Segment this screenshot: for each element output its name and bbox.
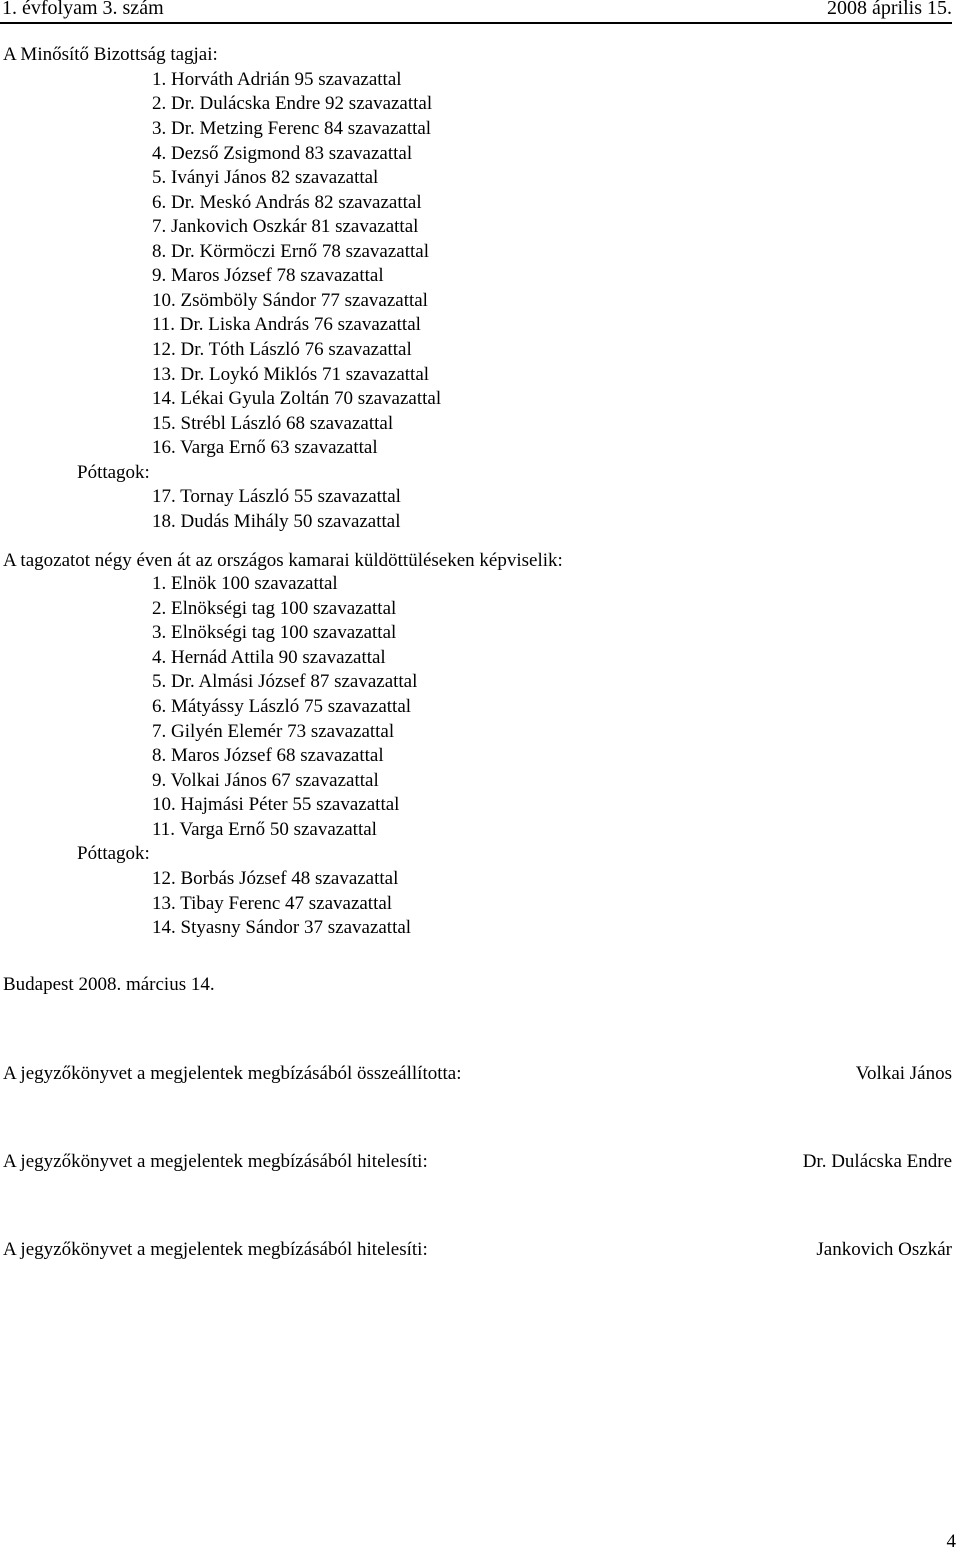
list-item: 7. Gilyén Elemér 73 szavazattal <box>152 721 395 742</box>
list-item: 5. Dr. Almási József 87 szavazattal <box>152 671 418 692</box>
list-item: 9. Volkai János 67 szavazattal <box>152 770 379 791</box>
page-number: 4 <box>946 1531 956 1552</box>
list-item: 12. Dr. Tóth László 76 szavazattal <box>152 339 412 360</box>
list-item: 4. Dezső Zsigmond 83 szavazattal <box>152 143 413 164</box>
signature-label: A jegyzőkönyvet a megjelentek megbízásából hitelesíti: <box>3 1151 428 1172</box>
committee-substitutes-label: Póttagok: <box>77 462 150 483</box>
list-item: 6. Mátyássy László 75 szavazattal <box>152 696 412 717</box>
signature-name: Jankovich Oszkár <box>816 1239 952 1260</box>
signature-label: A jegyzőkönyvet a megjelentek megbízásából összeállította: <box>3 1063 462 1084</box>
list-item: 15. Strébl László 68 szavazattal <box>152 413 394 434</box>
delegates-substitutes-label: Póttagok: <box>77 843 150 864</box>
list-item: 14. Styasny Sándor 37 szavazattal <box>152 917 412 938</box>
issue-label: 1. évfolyam 3. szám <box>2 0 164 19</box>
place-date: Budapest 2008. március 14. <box>3 974 215 995</box>
list-item: 18. Dudás Mihály 50 szavazattal <box>152 511 401 532</box>
list-item: 7. Jankovich Oszkár 81 szavazattal <box>152 216 419 237</box>
signature-name: Volkai János <box>855 1063 952 1084</box>
signature-label: A jegyzőkönyvet a megjelentek megbízásából hitelesíti: <box>3 1239 428 1260</box>
list-item: 6. Dr. Meskó András 82 szavazattal <box>152 192 422 213</box>
signature-row <box>3 1062 952 1086</box>
list-item: 14. Lékai Gyula Zoltán 70 szavazattal <box>152 388 442 409</box>
list-item: 4. Hernád Attila 90 szavazattal <box>152 647 386 668</box>
list-item: 10. Zsömböly Sándor 77 szavazattal <box>152 290 428 311</box>
list-item: 13. Dr. Loykó Miklós 71 szavazattal <box>152 364 430 385</box>
list-item: 16. Varga Ernő 63 szavazattal <box>152 437 378 458</box>
signature-row <box>3 1150 952 1174</box>
list-item: 3. Dr. Metzing Ferenc 84 szavazattal <box>152 118 432 139</box>
signature-name: Dr. Dulácska Endre <box>802 1151 952 1172</box>
list-item: 9. Maros József 78 szavazattal <box>152 265 384 286</box>
list-item: 10. Hajmási Péter 55 szavazattal <box>152 794 400 815</box>
list-item: 11. Varga Ernő 50 szavazattal <box>152 819 377 840</box>
page-header <box>0 0 952 24</box>
list-item: 3. Elnökségi tag 100 szavazattal <box>152 622 397 643</box>
list-item: 5. Iványi János 82 szavazattal <box>152 167 379 188</box>
signature-row <box>3 1238 952 1262</box>
list-item: 1. Horváth Adrián 95 szavazattal <box>152 69 402 90</box>
list-item: 13. Tibay Ferenc 47 szavazattal <box>152 893 393 914</box>
issue-date: 2008 április 15. <box>827 0 952 19</box>
list-item: 17. Tornay László 55 szavazattal <box>152 486 401 507</box>
committee-heading: A Minősítő Bizottság tagjai: <box>3 44 218 65</box>
delegates-heading: A tagozatot négy éven át az országos kamarai küldöttüléseken képviselik: <box>3 550 563 571</box>
list-item: 8. Maros József 68 szavazattal <box>152 745 384 766</box>
list-item: 8. Dr. Körmöczi Ernő 78 szavazattal <box>152 241 429 262</box>
list-item: 1. Elnök 100 szavazattal <box>152 573 338 594</box>
list-item: 2. Elnökségi tag 100 szavazattal <box>152 598 397 619</box>
list-item: 12. Borbás József 48 szavazattal <box>152 868 399 889</box>
list-item: 11. Dr. Liska András 76 szavazattal <box>152 314 421 335</box>
list-item: 2. Dr. Dulácska Endre 92 szavazattal <box>152 93 433 114</box>
